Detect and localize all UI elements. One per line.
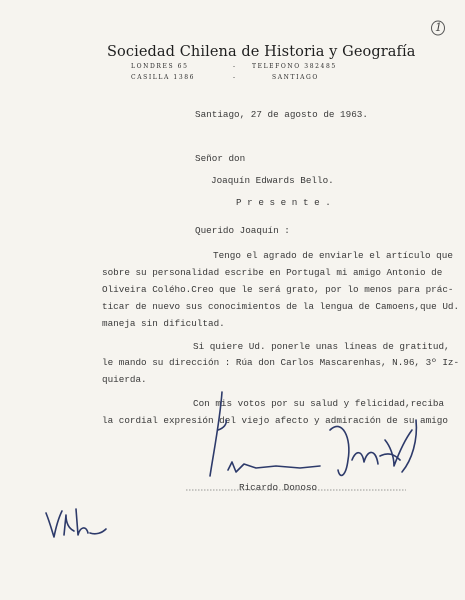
- address-separator-2: -: [233, 74, 237, 81]
- handwritten-signature: [180, 380, 440, 490]
- handwritten-initials: [40, 505, 110, 545]
- organization-name: Sociedad Chilena de Historia y Geografía: [107, 44, 416, 60]
- body-line-4: ticar de nuevo sus conocimientos de la lengua de Camoens,que Ud.: [102, 301, 460, 312]
- address-line-2: CASILLA 1386: [131, 74, 196, 81]
- body-line-7: le mando su dirección : Rúa don Carlos Mascarenhas, N.96, 3º Iz-: [102, 357, 460, 368]
- body-line-10: la cordial expresión del viejo afecto y admiración de su amigo: [102, 415, 448, 426]
- presente: P r e s e n t e .: [236, 197, 331, 208]
- body-line-5: maneja sin dificultad.: [102, 318, 225, 329]
- date-line: Santiago, 27 de agosto de 1963.: [195, 109, 368, 120]
- body-line-3: Oliveira Colého.Creo que le será grato, por lo menos para prác-: [102, 284, 454, 295]
- page-number: 1: [435, 21, 442, 34]
- signatory-name: Ricardo Donoso: [239, 482, 318, 493]
- body-line-9: Con mis votos por su salud y felicidad,reciba: [193, 398, 445, 409]
- address-line-1: LONDRES 65: [131, 63, 189, 70]
- city: SANTIAGO: [272, 74, 319, 81]
- body-line-1: Tengo el agrado de enviarle el artículo que: [213, 250, 453, 261]
- salutation: Señor don: [195, 153, 246, 164]
- phone-number: TELEFONO 382485: [252, 63, 337, 70]
- body-line-8: quierda.: [102, 374, 147, 385]
- body-line-2: sobre su personalidad escribe en Portugal mi amigo Antonio de: [102, 267, 443, 278]
- body-line-6: Si quiere Ud. ponerle unas líneas de gratitud,: [193, 341, 450, 352]
- addressee-name: Joaquín Edwards Bello.: [211, 175, 334, 186]
- address-separator-1: -: [233, 63, 237, 70]
- greeting: Querido Joaquín :: [195, 225, 290, 236]
